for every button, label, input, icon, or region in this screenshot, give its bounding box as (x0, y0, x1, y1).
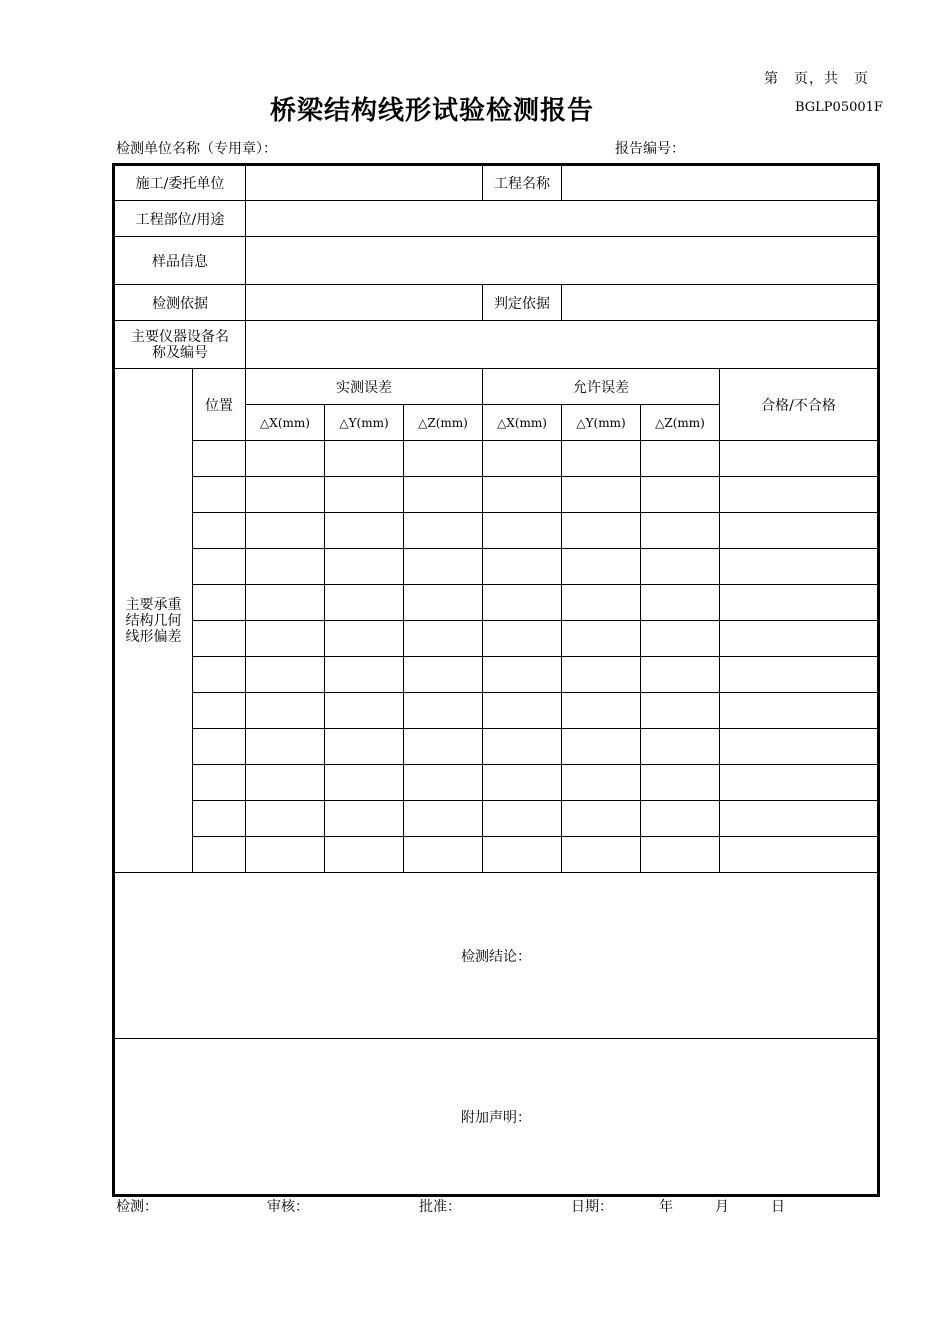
allowed-dy-cell[interactable] (562, 549, 641, 585)
form-code: BGLP05001F (795, 100, 883, 115)
project-name-field[interactable] (562, 165, 879, 201)
position-cell[interactable] (193, 477, 246, 513)
measured-dz-cell[interactable] (404, 765, 483, 801)
pass-fail-cell[interactable] (720, 693, 879, 729)
tester-label: 检测： (116, 1199, 158, 1215)
position-cell[interactable] (193, 513, 246, 549)
test-basis-label: 检测依据 (114, 285, 246, 321)
allowed-dx-cell[interactable] (483, 729, 562, 765)
pass-fail-cell[interactable] (720, 621, 879, 657)
measured-dx-cell[interactable] (246, 477, 325, 513)
allowed-dy-cell[interactable] (562, 621, 641, 657)
measured-dy-cell[interactable] (325, 477, 404, 513)
measured-dy-cell[interactable] (325, 657, 404, 693)
position-cell[interactable] (193, 837, 246, 873)
page-number: 第 页，共 页 (764, 71, 869, 87)
allowed-dx-header: △X(mm) (483, 405, 562, 441)
measurement-row (114, 585, 879, 621)
measurement-row (114, 513, 879, 549)
measurement-row (114, 621, 879, 657)
allowed-dx-cell[interactable] (483, 549, 562, 585)
measurement-row (114, 765, 879, 801)
allowed-dz-cell[interactable] (641, 657, 720, 693)
allowed-dy-cell[interactable] (562, 801, 641, 837)
equipment-label: 主要仪器设备名称及编号 (114, 321, 246, 369)
sample-info-field[interactable] (246, 237, 879, 285)
measured-dy-cell[interactable] (325, 585, 404, 621)
measurement-row (114, 837, 879, 873)
measured-dx-cell[interactable] (246, 441, 325, 477)
allowed-dz-cell[interactable] (641, 801, 720, 837)
pass-fail-cell[interactable] (720, 549, 879, 585)
test-basis-field[interactable] (246, 285, 483, 321)
testing-unit-label: 检测单位名称（专用章）： (116, 141, 277, 157)
measured-dz-header: △Z(mm) (404, 405, 483, 441)
allowed-dy-cell[interactable] (562, 477, 641, 513)
pass-fail-header: 合格/不合格 (720, 369, 879, 441)
allowed-dy-cell[interactable] (562, 585, 641, 621)
measured-dx-cell[interactable] (246, 585, 325, 621)
sample-info-label: 样品信息 (114, 237, 246, 285)
allowed-dz-header: △Z(mm) (641, 405, 720, 441)
allowed-dz-cell[interactable] (641, 729, 720, 765)
allowed-dx-cell[interactable] (483, 837, 562, 873)
judgement-basis-field[interactable] (562, 285, 879, 321)
measurement-row (114, 549, 879, 585)
position-header: 位置 (193, 369, 246, 441)
measurement-row (114, 801, 879, 837)
allowed-dy-cell[interactable] (562, 693, 641, 729)
reviewer-label: 审核： (267, 1199, 309, 1215)
allowed-dy-cell[interactable] (562, 837, 641, 873)
month-label: 月 (715, 1199, 729, 1215)
client-field[interactable] (246, 165, 483, 201)
measured-dy-cell[interactable] (325, 621, 404, 657)
measured-dy-cell[interactable] (325, 693, 404, 729)
conclusion-label: 检测结论： (461, 948, 532, 965)
measured-dy-cell[interactable] (325, 513, 404, 549)
project-name-label: 工程名称 (483, 165, 562, 201)
conclusion-section[interactable] (114, 873, 879, 1039)
measured-dz-cell[interactable] (404, 801, 483, 837)
measured-dz-cell[interactable] (404, 441, 483, 477)
position-cell[interactable] (193, 801, 246, 837)
measured-dz-cell[interactable] (404, 729, 483, 765)
allowed-dz-cell[interactable] (641, 477, 720, 513)
measured-dz-cell[interactable] (404, 837, 483, 873)
measured-dx-cell[interactable] (246, 621, 325, 657)
allowed-dy-cell[interactable] (562, 513, 641, 549)
measured-dy-cell[interactable] (325, 837, 404, 873)
position-cell[interactable] (193, 441, 246, 477)
report-title: 桥梁结构线形试验检测报告 (270, 96, 595, 126)
measured-dy-cell[interactable] (325, 801, 404, 837)
position-cell[interactable] (193, 657, 246, 693)
pass-fail-cell[interactable] (720, 513, 879, 549)
measured-dz-cell[interactable] (404, 549, 483, 585)
additional-notes-label: 附加声明： (461, 1109, 532, 1126)
pass-fail-cell[interactable] (720, 441, 879, 477)
allowed-dy-cell[interactable] (562, 729, 641, 765)
allowed-dz-cell[interactable] (641, 441, 720, 477)
measured-dy-cell[interactable] (325, 441, 404, 477)
allowed-dx-cell[interactable] (483, 585, 562, 621)
client-label: 施工/委托单位 (114, 165, 246, 201)
measured-dz-cell[interactable] (404, 657, 483, 693)
measured-dx-cell[interactable] (246, 729, 325, 765)
measurement-row (114, 477, 879, 513)
measured-dx-cell[interactable] (246, 693, 325, 729)
measurement-row (114, 441, 879, 477)
measured-dz-cell[interactable] (404, 621, 483, 657)
measured-dx-cell[interactable] (246, 549, 325, 585)
measured-dy-header: △Y(mm) (325, 405, 404, 441)
allowed-dy-cell[interactable] (562, 765, 641, 801)
allowed-dx-cell[interactable] (483, 657, 562, 693)
allowed-dy-header: △Y(mm) (562, 405, 641, 441)
position-cell[interactable] (193, 765, 246, 801)
position-cell[interactable] (193, 693, 246, 729)
allowed-dy-cell[interactable] (562, 441, 641, 477)
allowed-dx-cell[interactable] (483, 693, 562, 729)
date-label: 日期： (571, 1199, 613, 1215)
pass-fail-cell[interactable] (720, 657, 879, 693)
pass-fail-cell[interactable] (720, 837, 879, 873)
pass-fail-cell[interactable] (720, 585, 879, 621)
measured-dz-cell[interactable] (404, 585, 483, 621)
day-label: 日 (771, 1199, 785, 1215)
allowed-dx-cell[interactable] (483, 621, 562, 657)
position-cell[interactable] (193, 549, 246, 585)
geometric-deviation-section-label: 主要承重结构几何线形偏差 (114, 369, 193, 873)
allowed-dx-cell[interactable] (483, 441, 562, 477)
project-part-label: 工程部位/用途 (114, 201, 246, 237)
pass-fail-cell[interactable] (720, 765, 879, 801)
allowed-dz-cell[interactable] (641, 549, 720, 585)
measured-dx-cell[interactable] (246, 837, 325, 873)
pass-fail-cell[interactable] (720, 801, 879, 837)
pass-fail-cell[interactable] (720, 477, 879, 513)
measurement-row (114, 729, 879, 765)
measured-dy-cell[interactable] (325, 729, 404, 765)
position-cell[interactable] (193, 585, 246, 621)
measurement-row (114, 657, 879, 693)
allowed-dx-cell[interactable] (483, 801, 562, 837)
measured-dz-cell[interactable] (404, 693, 483, 729)
allowed-dx-cell[interactable] (483, 765, 562, 801)
position-cell[interactable] (193, 729, 246, 765)
measured-dy-cell[interactable] (325, 549, 404, 585)
allowed-dy-cell[interactable] (562, 657, 641, 693)
measured-dx-cell[interactable] (246, 765, 325, 801)
measured-dz-cell[interactable] (404, 513, 483, 549)
allowed-dz-cell[interactable] (641, 513, 720, 549)
measured-dx-cell[interactable] (246, 657, 325, 693)
judgement-basis-label: 判定依据 (483, 285, 562, 321)
report-number-label: 报告编号： (615, 141, 685, 157)
allowed-dx-cell[interactable] (483, 477, 562, 513)
allowed-dz-cell[interactable] (641, 837, 720, 873)
equipment-field[interactable] (246, 321, 879, 369)
measurement-row (114, 693, 879, 729)
additional-notes-section[interactable] (114, 1039, 879, 1196)
allowed-dz-cell[interactable] (641, 765, 720, 801)
allowed-dz-cell[interactable] (641, 621, 720, 657)
approver-label: 批准： (419, 1199, 461, 1215)
allowed-dz-cell[interactable] (641, 693, 720, 729)
allowed-dz-cell[interactable] (641, 585, 720, 621)
measured-dz-cell[interactable] (404, 477, 483, 513)
project-part-field[interactable] (246, 201, 879, 237)
report-form-table (112, 163, 880, 1197)
allowed-dx-cell[interactable] (483, 513, 562, 549)
allowed-error-header: 允许误差 (483, 369, 720, 405)
year-label: 年 (659, 1199, 673, 1215)
position-cell[interactable] (193, 621, 246, 657)
measured-dx-header: △X(mm) (246, 405, 325, 441)
pass-fail-cell[interactable] (720, 729, 879, 765)
measured-dx-cell[interactable] (246, 513, 325, 549)
measured-dy-cell[interactable] (325, 765, 404, 801)
measured-dx-cell[interactable] (246, 801, 325, 837)
measured-error-header: 实测误差 (246, 369, 483, 405)
